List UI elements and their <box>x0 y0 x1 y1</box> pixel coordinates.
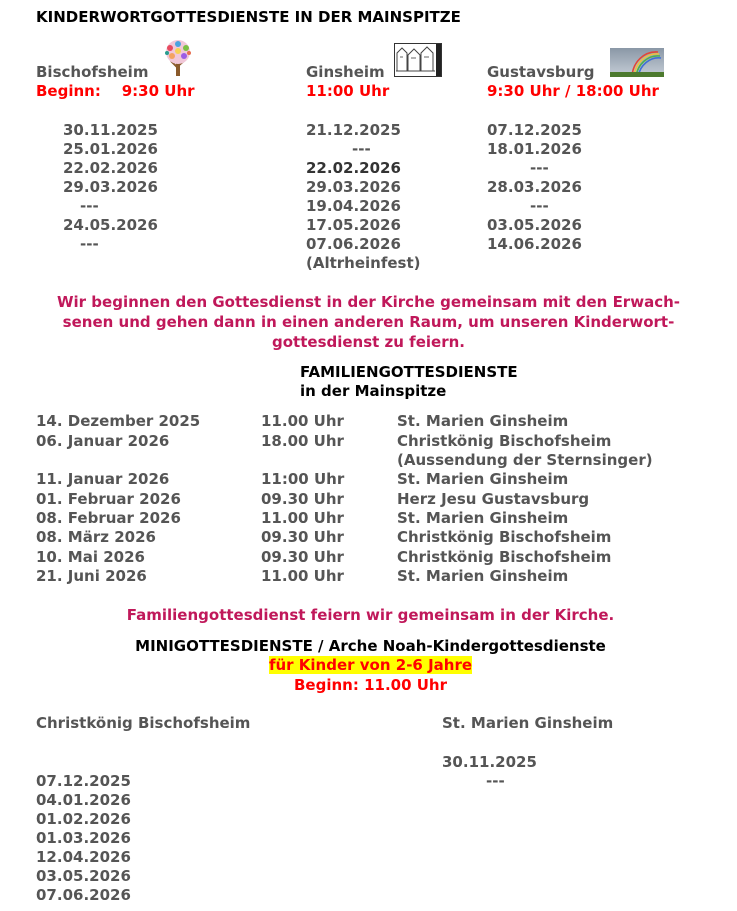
familien-place-4: Herz Jesu Gustavsburg <box>397 490 590 508</box>
mini-ginsheim-date-1: 30.11.2025 <box>442 753 537 771</box>
mini-age: für Kinder von 2-6 Jahre <box>268 656 473 674</box>
mini-bischofsheim-date-3: 01.02.2026 <box>36 810 131 828</box>
kinder-note-line-3: gottesdienst zu feiern. <box>272 333 465 351</box>
mini-bischofsheim-date-5: 12.04.2026 <box>36 848 131 866</box>
familien-date-2: 06. Januar 2026 <box>36 432 170 450</box>
familien-time-6: 09.30 Uhr <box>261 528 344 546</box>
church-drawing-icon <box>394 43 442 77</box>
familien-date-3: 11. Januar 2026 <box>36 470 170 488</box>
familien-place-8: St. Marien Ginsheim <box>397 567 569 585</box>
col-gustavsburg-beginn: 9:30 Uhr / 18:00 Uhr <box>487 82 659 100</box>
kinder-note-line-2: senen und gehen dann in einen anderen Raum, um unseren Kinderwort- <box>62 313 675 331</box>
date-gustavsburg-1: 07.12.2025 <box>487 121 582 139</box>
familien-time-5: 11.00 Uhr <box>261 509 344 527</box>
col-bischofsheim-beginn: Beginn: 9:30 Uhr <box>36 82 195 100</box>
familien-note: Familiengottesdienst feiern wir gemeinsam in der Kirche. <box>126 606 615 624</box>
date-ginsheim-7: 07.06.2026 <box>306 235 401 253</box>
date-gustavsburg-6: 03.05.2026 <box>487 216 582 234</box>
date-bischofsheim-1: 30.11.2025 <box>63 121 158 139</box>
mini-col-ginsheim-name: St. Marien Ginsheim <box>442 714 614 732</box>
date-ginsheim-5: 19.04.2026 <box>306 197 401 215</box>
familien-date-7: 10. Mai 2026 <box>36 548 145 566</box>
date-bischofsheim-3: 22.02.2026 <box>63 159 158 177</box>
mini-bischofsheim-date-4: 01.03.2026 <box>36 829 131 847</box>
mini-age-wrapper <box>0 656 737 675</box>
page-title: KINDERWORTGOTTESDIENSTE IN DER MAINSPITZE <box>36 8 461 26</box>
mini-title: MINIGOTTESDIENSTE / Arche Noah-Kindergottesdienste <box>135 637 606 655</box>
date-gustavsburg-7: 14.06.2026 <box>487 235 582 253</box>
familien-title: FAMILIENGOTTESDIENSTE <box>300 363 518 381</box>
familien-place-7: Christkönig Bischofsheim <box>397 548 612 566</box>
date-ginsheim-2: --- <box>352 140 371 158</box>
col-gustavsburg-name: Gustavsburg <box>487 63 595 81</box>
date-ginsheim-4: 29.03.2026 <box>306 178 401 196</box>
mini-col-bischofsheim-name: Christkönig Bischofsheim <box>36 714 251 732</box>
familien-place-2: Christkönig Bischofsheim <box>397 432 612 450</box>
date-ginsheim-6: 17.05.2026 <box>306 216 401 234</box>
familien-date-6: 08. März 2026 <box>36 528 156 546</box>
familien-date-4: 01. Februar 2026 <box>36 490 181 508</box>
date-gustavsburg-3: --- <box>530 159 549 177</box>
date-bischofsheim-7: --- <box>80 235 99 253</box>
kinder-note-line-1: Wir beginnen den Gottesdienst in der Kirche gemeinsam mit den Erwach- <box>57 293 680 311</box>
mini-beginn: Beginn: 11.00 Uhr <box>294 676 447 694</box>
mini-ginsheim-date-2: --- <box>486 772 505 790</box>
familien-time-2: 18.00 Uhr <box>261 432 344 450</box>
date-bischofsheim-5: --- <box>80 197 99 215</box>
date-ginsheim-1: 21.12.2025 <box>306 121 401 139</box>
familien-place-2-note: (Aussendung der Sternsinger) <box>397 451 653 469</box>
familien-place-3: St. Marien Ginsheim <box>397 470 569 488</box>
familien-date-5: 08. Februar 2026 <box>36 509 181 527</box>
date-bischofsheim-4: 29.03.2026 <box>63 178 158 196</box>
familien-place-5: St. Marien Ginsheim <box>397 509 569 527</box>
date-gustavsburg-5: --- <box>530 197 549 215</box>
familien-date-1: 14. Dezember 2025 <box>36 412 201 430</box>
date-gustavsburg-4: 28.03.2026 <box>487 178 582 196</box>
familien-place-1: St. Marien Ginsheim <box>397 412 569 430</box>
mini-bischofsheim-date-6: 03.05.2026 <box>36 867 131 885</box>
date-ginsheim-3: 22.02.2026 <box>306 159 401 177</box>
familien-time-3: 11:00 Uhr <box>261 470 345 488</box>
col-ginsheim-name: Ginsheim <box>306 63 385 81</box>
familien-time-8: 11.00 Uhr <box>261 567 344 585</box>
familien-time-4: 09.30 Uhr <box>261 490 344 508</box>
col-ginsheim-beginn: 11:00 Uhr <box>306 82 390 100</box>
date-bischofsheim-2: 25.01.2026 <box>63 140 158 158</box>
familien-time-7: 09.30 Uhr <box>261 548 344 566</box>
mini-bischofsheim-date-2: 04.01.2026 <box>36 791 131 809</box>
mini-bischofsheim-date-7: 07.06.2026 <box>36 886 131 904</box>
date-bischofsheim-6: 24.05.2026 <box>63 216 158 234</box>
mini-bischofsheim-date-1: 07.12.2025 <box>36 772 131 790</box>
col-bischofsheim-name: Bischofsheim <box>36 63 149 81</box>
date-gustavsburg-2: 18.01.2026 <box>487 140 582 158</box>
rainbow-icon <box>610 48 664 77</box>
familien-date-8: 21. Juni 2026 <box>36 567 147 585</box>
familien-time-1: 11.00 Uhr <box>261 412 344 430</box>
tree-icon <box>160 38 196 78</box>
date-ginsheim-note: (Altrheinfest) <box>306 254 421 272</box>
familien-subtitle: in der Mainspitze <box>300 382 447 400</box>
familien-place-6: Christkönig Bischofsheim <box>397 528 612 546</box>
